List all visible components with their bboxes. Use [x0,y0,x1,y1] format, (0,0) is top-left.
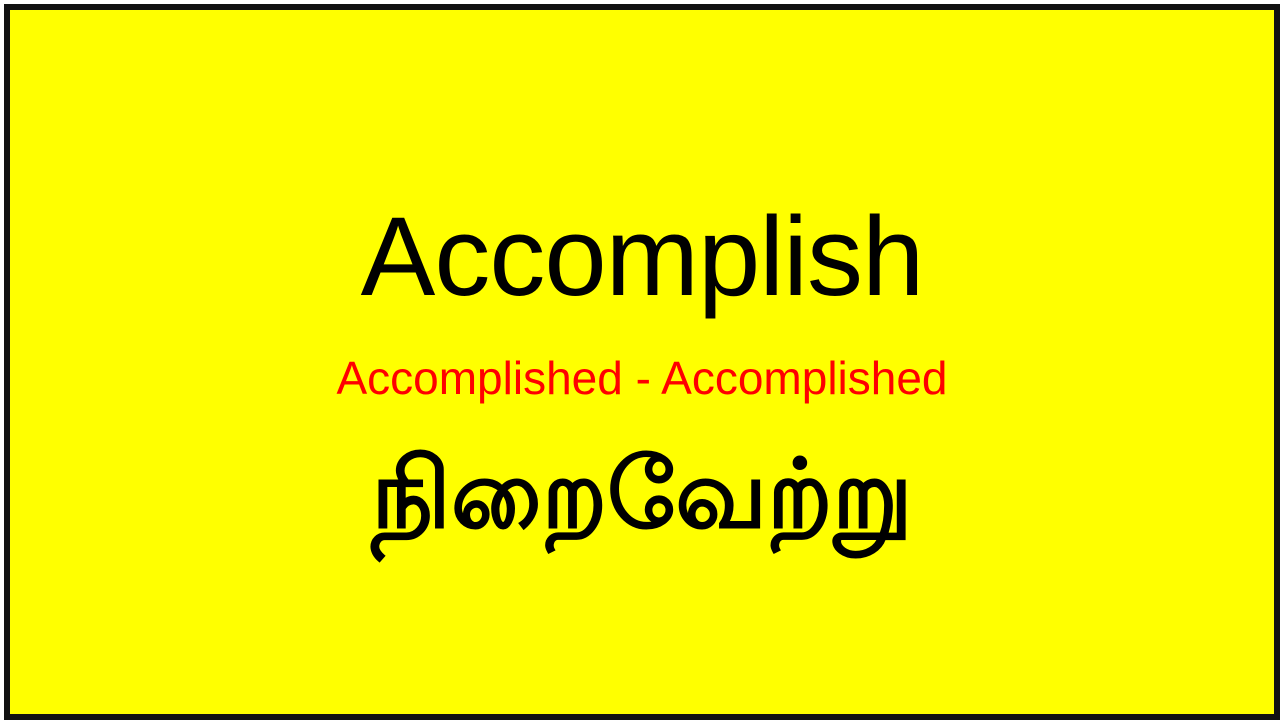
vocabulary-card [4,4,1280,720]
tamil-translation: நிறைவேற்று [371,438,913,550]
headword: Accomplish [360,194,924,319]
verb-forms: Accomplished - Accomplished [336,352,948,404]
